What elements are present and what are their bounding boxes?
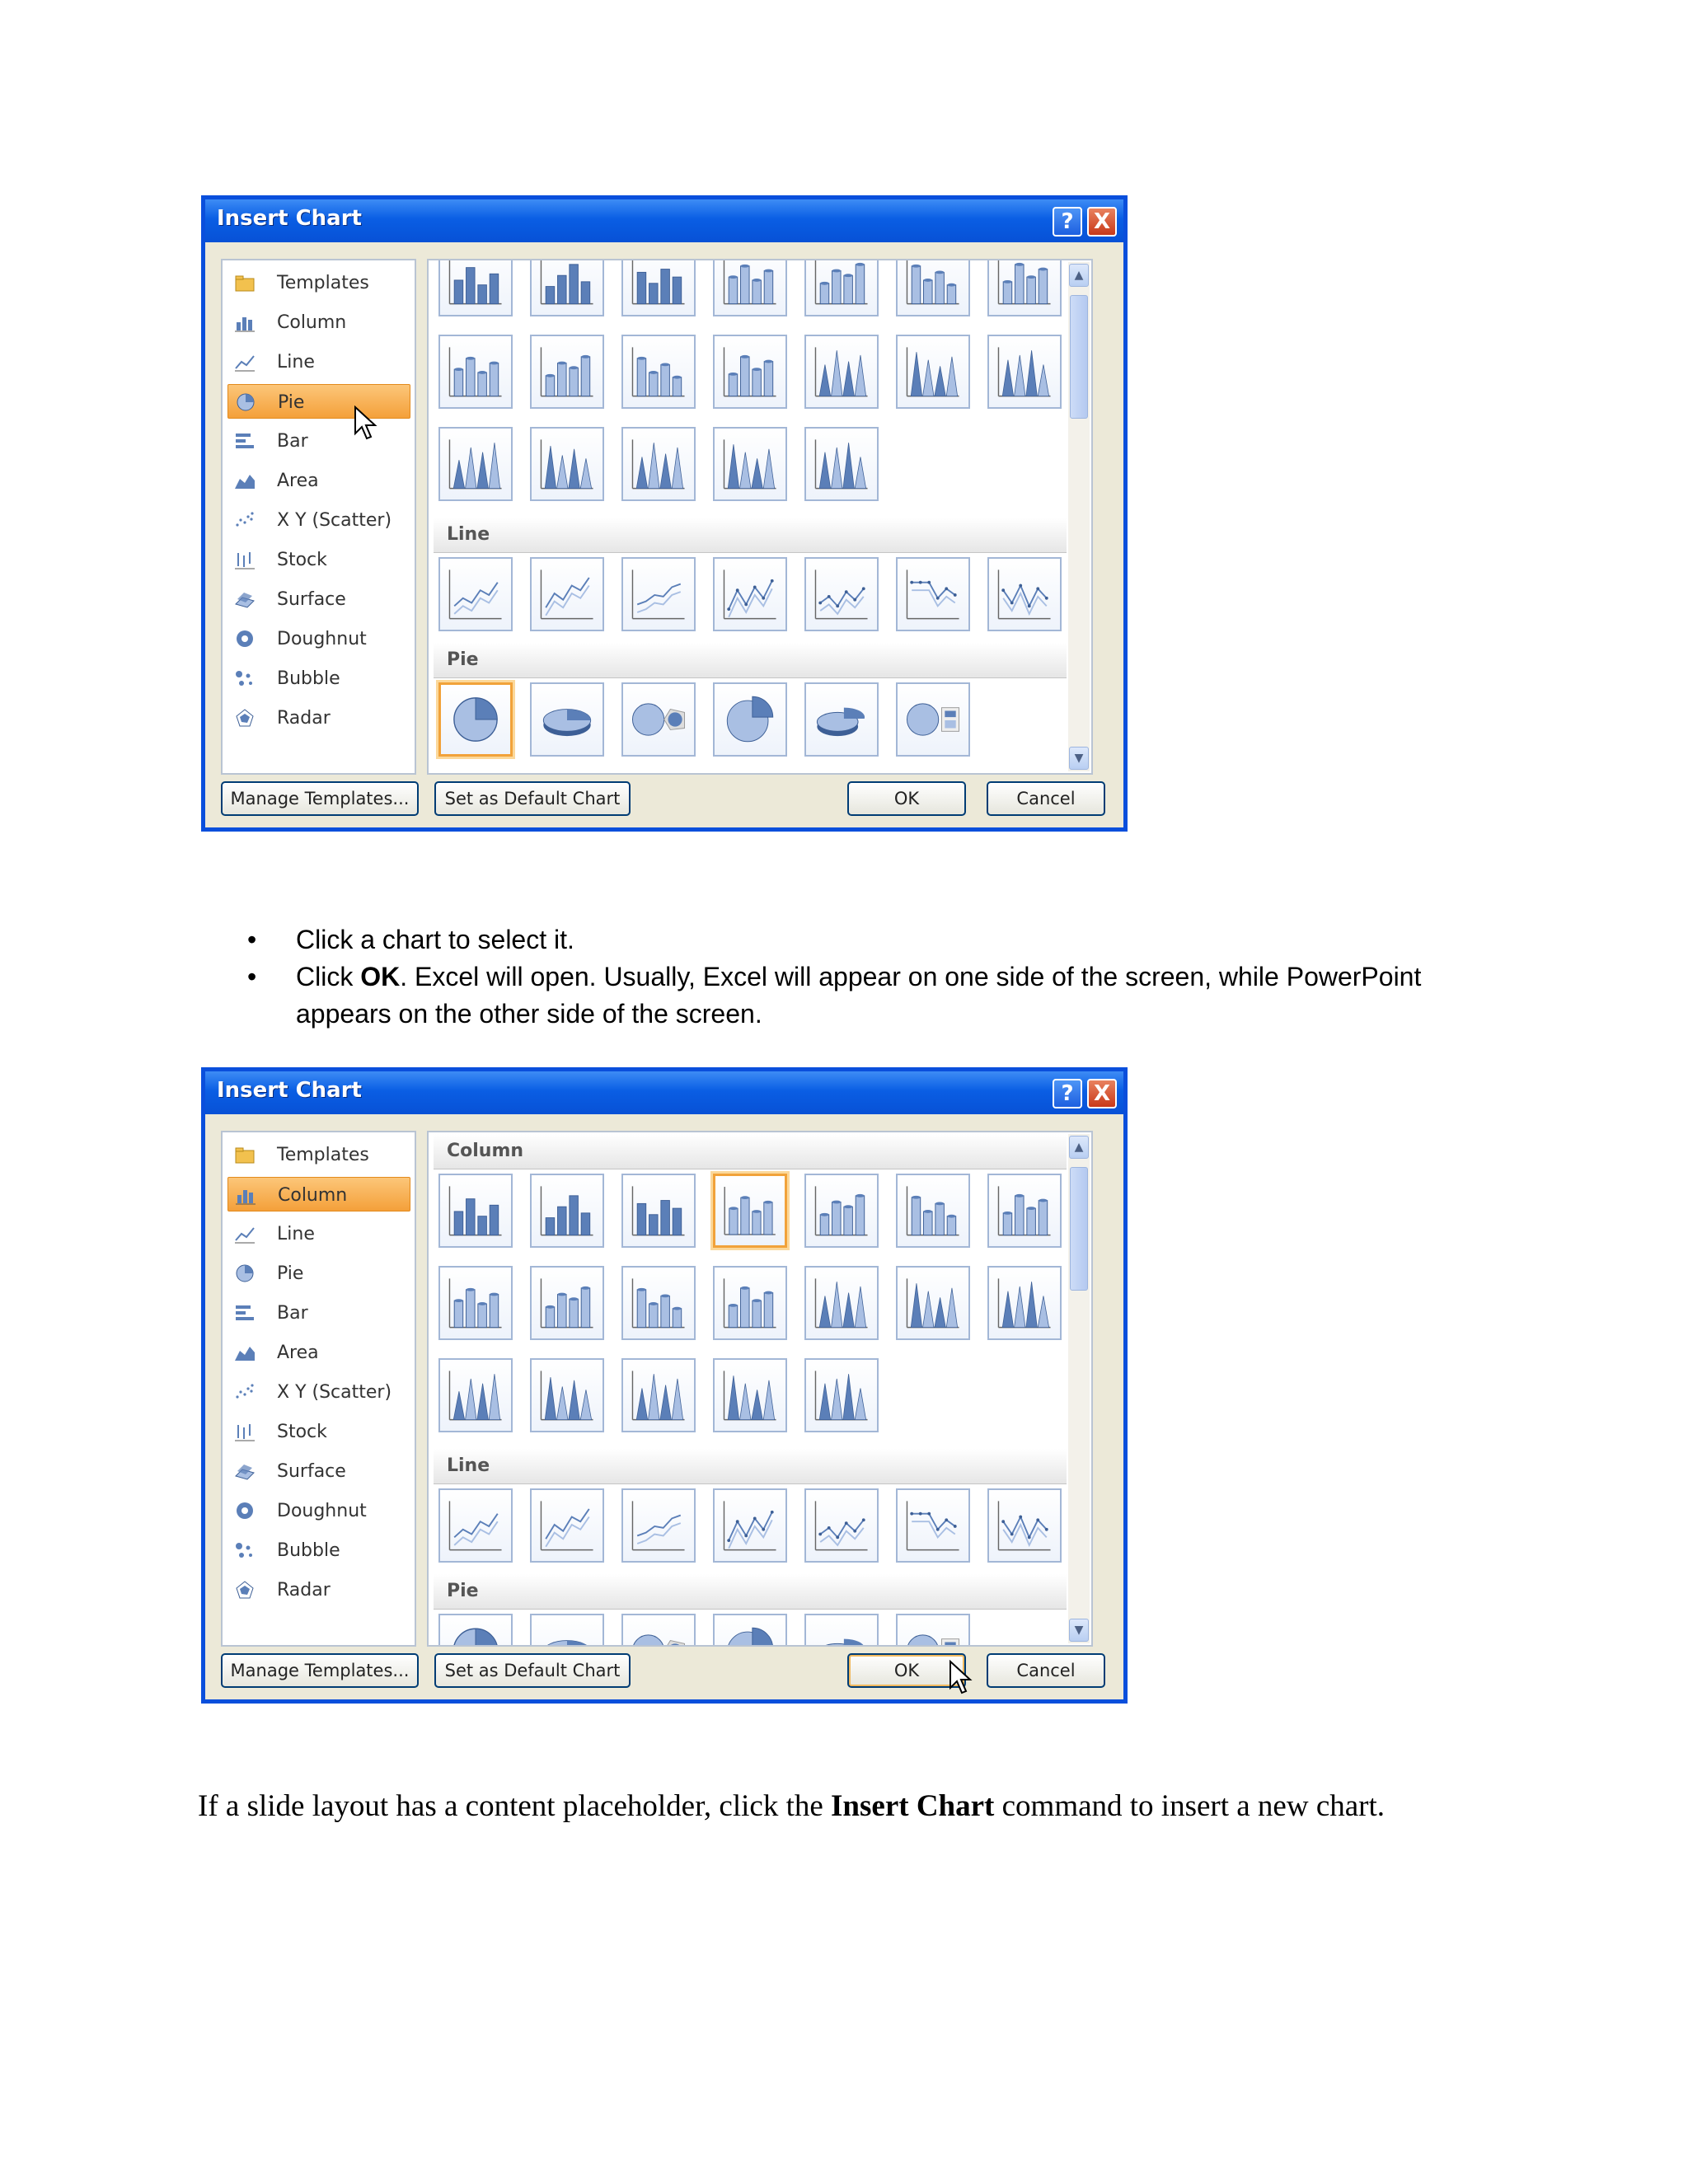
chart-thumbnail-icon	[806, 429, 877, 499]
chart-thumbnail-icon	[806, 1360, 877, 1431]
col-chart-option[interactable]	[530, 259, 604, 316]
pie-chart-option[interactable]	[530, 682, 604, 757]
cancel-button[interactable]: Cancel	[987, 781, 1105, 816]
gallery-scrollbar[interactable]	[1068, 1134, 1090, 1643]
chart-category-label: Radar	[277, 708, 331, 729]
cone-chart-option[interactable]	[713, 427, 787, 501]
chart-thumbnail-icon	[715, 336, 785, 407]
pie-chart-option[interactable]	[896, 1614, 970, 1647]
chart-thumbnail-icon	[989, 1490, 1060, 1561]
chart-category-list	[221, 259, 416, 775]
help-button[interactable]: ?	[1053, 1079, 1082, 1108]
chart-category-label: X Y (Scatter)	[277, 510, 392, 531]
chart-thumbnail-icon	[623, 1360, 694, 1431]
chart-category-label: Line	[277, 1224, 315, 1244]
chart-thumbnail-icon	[989, 336, 1060, 407]
chart-thumbnail-icon	[623, 1268, 694, 1338]
col-chart-option[interactable]	[530, 1266, 604, 1340]
col-chart-option[interactable]	[713, 1266, 787, 1340]
chart-thumbnail-icon	[806, 1615, 877, 1647]
chart-category-label: Area	[277, 1343, 319, 1363]
insert-chart-dialog-column	[201, 1067, 1128, 1704]
chart-thumbnail-icon	[898, 1615, 968, 1647]
chart-thumbnail-icon	[898, 1268, 968, 1338]
chart-thumbnail-icon	[532, 336, 603, 407]
pie-chart-icon	[235, 392, 256, 412]
section-header	[434, 1134, 1067, 1169]
pie-chart-icon	[234, 1263, 256, 1283]
col-chart-option[interactable]	[438, 259, 513, 316]
close-button[interactable]: X	[1087, 1079, 1117, 1108]
line-chart-option[interactable]	[987, 1488, 1062, 1563]
chart-category-surface[interactable]	[227, 582, 410, 616]
col-chart-option[interactable]	[713, 335, 787, 409]
chart-category-column[interactable]	[227, 305, 410, 340]
line-chart-option[interactable]	[621, 1488, 696, 1563]
col-chart-option[interactable]	[713, 1174, 787, 1248]
chart-thumbnail-icon	[532, 559, 603, 630]
col-chart-option[interactable]	[621, 1266, 696, 1340]
chart-category-label: X Y (Scatter)	[277, 1382, 392, 1403]
chart-thumbnail-icon	[806, 1268, 877, 1338]
cone-chart-option[interactable]	[621, 427, 696, 501]
chart-thumbnail-icon	[440, 1490, 511, 1561]
chart-thumbnail-icon	[532, 1360, 603, 1431]
chart-category-area[interactable]	[227, 1335, 410, 1370]
col-chart-option[interactable]	[530, 335, 604, 409]
chart-thumbnail-icon	[806, 1490, 877, 1561]
col-chart-option[interactable]	[621, 259, 696, 316]
chart-thumbnail-icon	[623, 259, 694, 315]
scatter-chart-icon	[234, 510, 256, 530]
chart-category-bar[interactable]	[227, 1296, 410, 1330]
chart-thumbnail-icon	[989, 1175, 1060, 1246]
folder-icon	[234, 1145, 256, 1165]
cone-chart-option[interactable]	[713, 1358, 787, 1432]
scroll-up-button[interactable]: ▲	[1069, 1136, 1089, 1159]
line-chart-option[interactable]	[621, 557, 696, 631]
col-chart-option[interactable]	[621, 335, 696, 409]
chart-category-pie[interactable]	[227, 384, 410, 419]
chart-category-label: Bar	[277, 1303, 308, 1324]
cone-chart-option[interactable]	[804, 427, 879, 501]
chart-category-pie[interactable]	[227, 1256, 410, 1291]
cone-chart-option[interactable]	[530, 427, 604, 501]
chart-category-label: Surface	[277, 1461, 346, 1482]
chart-thumbnail-icon	[898, 684, 968, 755]
cone-chart-option[interactable]	[621, 1358, 696, 1432]
instruction-list	[247, 921, 1484, 1033]
line-chart-option[interactable]	[896, 1488, 970, 1563]
pie-chart-option[interactable]	[713, 682, 787, 757]
chart-thumbnail-icon	[440, 1360, 511, 1431]
pie-chart-option[interactable]	[530, 1614, 604, 1647]
scroll-down-button[interactable]: ▼	[1069, 1619, 1089, 1642]
chart-thumbnail-icon	[532, 1490, 603, 1561]
chart-category-bubble[interactable]	[227, 1533, 410, 1568]
col-chart-option[interactable]	[438, 335, 513, 409]
chart-category-stock[interactable]	[227, 1414, 410, 1449]
chart-category-label: Bubble	[277, 668, 340, 689]
cone-chart-option[interactable]	[896, 1266, 970, 1340]
chart-category-label: Bar	[277, 431, 308, 452]
pie-chart-option[interactable]	[713, 1614, 787, 1647]
line-chart-option[interactable]	[804, 557, 879, 631]
doughnut-chart-icon	[234, 629, 256, 649]
dialog-title: Insert Chart	[217, 1078, 362, 1103]
manage-templates-button[interactable]: Manage Templates...	[221, 1653, 419, 1688]
chart-thumbnail-icon	[715, 1268, 785, 1338]
scatter-chart-icon	[234, 1382, 256, 1402]
chart-category-label: Radar	[277, 1580, 331, 1601]
column-chart-icon	[234, 312, 256, 332]
set-default-chart-button[interactable]: Set as Default Chart	[434, 1653, 631, 1688]
chart-thumbnail-icon	[898, 336, 968, 407]
col-chart-option[interactable]	[987, 1174, 1062, 1248]
chart-category-x-y-scatter[interactable]	[227, 1375, 410, 1409]
section-header	[434, 643, 1067, 678]
chart-thumbnail-icon	[715, 1490, 785, 1561]
bubble-chart-icon	[234, 1540, 256, 1560]
bubble-chart-icon	[234, 668, 256, 688]
chart-category-label: Column	[278, 1185, 348, 1206]
chart-thumbnail-icon	[989, 559, 1060, 630]
chart-thumbnail-icon	[532, 1175, 603, 1246]
pie-chart-option[interactable]	[438, 682, 513, 757]
cone-chart-option[interactable]	[896, 335, 970, 409]
set-default-chart-button[interactable]: Set as Default Chart	[434, 781, 631, 816]
line-chart-option[interactable]	[804, 1488, 879, 1563]
chart-thumbnail-icon	[623, 684, 694, 755]
line-chart-icon	[234, 1224, 256, 1244]
col-chart-option[interactable]	[804, 259, 879, 316]
cone-chart-option[interactable]	[804, 1358, 879, 1432]
chart-thumbnail-icon	[806, 559, 877, 630]
radar-chart-icon	[234, 1580, 256, 1600]
scroll-up-button[interactable]: ▲	[1069, 264, 1089, 287]
chart-thumbnail-icon	[532, 684, 603, 755]
line-chart-option[interactable]	[438, 1488, 513, 1563]
pie-chart-option[interactable]	[621, 1614, 696, 1647]
chart-thumbnail-icon	[441, 685, 510, 754]
chart-category-label: Pie	[278, 392, 305, 413]
col-chart-option[interactable]	[896, 1174, 970, 1248]
folder-icon	[234, 273, 256, 293]
chart-thumbnail-icon	[532, 1268, 603, 1338]
col-chart-option[interactable]	[438, 1266, 513, 1340]
chart-category-label: Column	[277, 312, 347, 333]
col-chart-option[interactable]	[987, 259, 1062, 316]
cancel-button[interactable]: Cancel	[987, 1653, 1105, 1688]
chart-thumbnail-icon	[898, 1490, 968, 1561]
chart-category-x-y-scatter[interactable]	[227, 503, 410, 537]
explanation-paragraph: If a slide layout has a content placeholder, click the Insert Chart command to insert a new chart.	[198, 1789, 1386, 1823]
chart-category-list	[221, 1131, 416, 1647]
line-chart-option[interactable]	[713, 1488, 787, 1563]
manage-templates-button[interactable]: Manage Templates...	[221, 781, 419, 816]
pie-chart-option[interactable]	[438, 1614, 513, 1647]
cone-chart-option[interactable]	[804, 1266, 879, 1340]
scroll-down-button[interactable]: ▼	[1069, 747, 1089, 770]
chart-category-label: Bubble	[277, 1540, 340, 1561]
chart-thumbnail-icon	[440, 1175, 511, 1246]
chart-category-label: Pie	[277, 1263, 304, 1284]
line-chart-option[interactable]	[713, 557, 787, 631]
chart-category-surface[interactable]	[227, 1454, 410, 1488]
chart-thumbnail-icon	[623, 1490, 694, 1561]
stock-chart-icon	[234, 550, 256, 569]
chart-category-label: Templates	[277, 273, 369, 293]
chart-category-label: Doughnut	[277, 1501, 367, 1521]
chart-thumbnail-icon	[532, 259, 603, 315]
chart-category-label: Line	[277, 352, 315, 373]
section-header-label: Line	[447, 1455, 490, 1476]
pie-chart-option[interactable]	[804, 682, 879, 757]
col-chart-option[interactable]	[896, 259, 970, 316]
chart-thumbnail-icon	[715, 429, 785, 499]
chart-thumbnail-icon	[623, 1175, 694, 1246]
line-chart-option[interactable]	[530, 1488, 604, 1563]
insert-chart-dialog-pie	[201, 195, 1128, 832]
chart-thumbnail-icon	[806, 336, 877, 407]
section-header	[434, 1574, 1067, 1610]
area-chart-icon	[234, 471, 256, 490]
section-header-label: Line	[447, 524, 490, 545]
cone-chart-option[interactable]	[438, 1358, 513, 1432]
chart-category-templates[interactable]	[227, 1137, 410, 1172]
chart-type-gallery	[427, 1131, 1093, 1647]
chart-thumbnail-icon	[623, 1615, 694, 1647]
ok-button[interactable]: OK	[847, 1653, 966, 1688]
chart-category-doughnut[interactable]	[227, 621, 410, 656]
column-chart-icon	[235, 1185, 256, 1205]
section-header-label: Pie	[447, 649, 479, 670]
col-chart-option[interactable]	[804, 1174, 879, 1248]
col-chart-option[interactable]	[530, 1174, 604, 1248]
line-chart-option[interactable]	[530, 557, 604, 631]
chart-category-area[interactable]	[227, 463, 410, 498]
line-chart-option[interactable]	[896, 557, 970, 631]
bar-chart-icon	[234, 431, 256, 451]
cone-chart-option[interactable]	[530, 1358, 604, 1432]
dialog-title: Insert Chart	[217, 206, 362, 231]
pie-chart-option[interactable]	[804, 1614, 879, 1647]
cone-chart-option[interactable]	[987, 1266, 1062, 1340]
chart-category-doughnut[interactable]	[227, 1493, 410, 1528]
chart-thumbnail-icon	[440, 259, 511, 315]
chart-category-bar[interactable]	[227, 424, 410, 458]
chart-thumbnail-icon	[715, 1360, 785, 1431]
gallery-scrollbar[interactable]	[1068, 262, 1090, 771]
surface-chart-icon	[234, 589, 256, 609]
cone-chart-option[interactable]	[438, 427, 513, 501]
chart-thumbnail-icon	[989, 259, 1060, 315]
line-chart-icon	[234, 352, 256, 372]
section-header-label: Column	[447, 1141, 524, 1161]
stock-chart-icon	[234, 1422, 256, 1441]
cone-chart-option[interactable]	[804, 335, 879, 409]
chart-thumbnail-icon	[440, 559, 511, 630]
chart-category-label: Templates	[277, 1145, 369, 1165]
chart-thumbnail-icon	[623, 336, 694, 407]
chart-thumbnail-icon	[806, 1175, 877, 1246]
chart-thumbnail-icon	[532, 1615, 603, 1647]
scroll-thumb[interactable]	[1070, 1167, 1088, 1291]
ok-button[interactable]: OK	[847, 781, 966, 816]
col-chart-option[interactable]	[621, 1174, 696, 1248]
chart-thumbnail-icon	[440, 336, 511, 407]
help-button[interactable]: ?	[1053, 207, 1082, 237]
section-header	[434, 518, 1067, 553]
instruction-item: • Click a chart to select it.	[247, 921, 1484, 958]
surface-chart-icon	[234, 1461, 256, 1481]
cone-chart-option[interactable]	[987, 335, 1062, 409]
chart-thumbnail-icon	[715, 1615, 785, 1647]
line-chart-option[interactable]	[438, 557, 513, 631]
mouse-cursor-icon	[949, 1660, 973, 1696]
chart-category-label: Area	[277, 471, 319, 491]
chart-thumbnail-icon	[989, 1268, 1060, 1338]
title-bar	[205, 199, 1123, 242]
area-chart-icon	[234, 1343, 256, 1362]
title-bar	[205, 1071, 1123, 1114]
col-chart-option[interactable]	[438, 1174, 513, 1248]
chart-category-label: Stock	[277, 1422, 327, 1442]
chart-category-templates[interactable]	[227, 265, 410, 300]
chart-thumbnail-icon	[715, 684, 785, 755]
chart-thumbnail-icon	[440, 1268, 511, 1338]
chart-thumbnail-icon	[715, 259, 785, 315]
chart-thumbnail-icon	[440, 429, 511, 499]
chart-category-radar[interactable]	[227, 701, 410, 735]
chart-category-column[interactable]	[227, 1177, 410, 1212]
line-chart-option[interactable]	[987, 557, 1062, 631]
chart-category-stock[interactable]	[227, 542, 410, 577]
chart-category-line[interactable]	[227, 1216, 410, 1251]
chart-category-radar[interactable]	[227, 1572, 410, 1607]
chart-category-label: Doughnut	[277, 629, 367, 649]
chart-category-label: Surface	[277, 589, 346, 610]
pie-chart-option[interactable]	[621, 682, 696, 757]
chart-thumbnail-icon	[715, 559, 785, 630]
mouse-cursor-icon	[354, 405, 378, 442]
chart-type-gallery	[427, 259, 1093, 775]
chart-thumbnail-icon	[898, 559, 968, 630]
doughnut-chart-icon	[234, 1501, 256, 1521]
chart-thumbnail-icon	[898, 259, 968, 315]
pie-chart-option[interactable]	[896, 682, 970, 757]
section-header-label: Pie	[447, 1581, 479, 1601]
chart-thumbnail-icon	[806, 259, 877, 315]
instruction-item: • Click OK. Excel will open. Usually, Excel will appear on one side of the screen, while PowerPoint appears on the other side of the screen.	[247, 958, 1484, 1033]
chart-category-bubble[interactable]	[227, 661, 410, 696]
chart-thumbnail-icon	[623, 429, 694, 499]
chart-thumbnail-icon	[623, 559, 694, 630]
bar-chart-icon	[234, 1303, 256, 1323]
chart-category-line[interactable]	[227, 344, 410, 379]
chart-thumbnail-icon	[532, 429, 603, 499]
section-header	[434, 1449, 1067, 1484]
chart-thumbnail-icon	[898, 1175, 968, 1246]
radar-chart-icon	[234, 708, 256, 728]
chart-thumbnail-icon	[715, 1176, 785, 1245]
col-chart-option[interactable]	[713, 259, 787, 316]
chart-category-label: Stock	[277, 550, 327, 570]
close-button[interactable]: X	[1087, 207, 1117, 237]
chart-thumbnail-icon	[806, 684, 877, 755]
chart-thumbnail-icon	[440, 1615, 511, 1647]
scroll-thumb[interactable]	[1070, 295, 1088, 419]
